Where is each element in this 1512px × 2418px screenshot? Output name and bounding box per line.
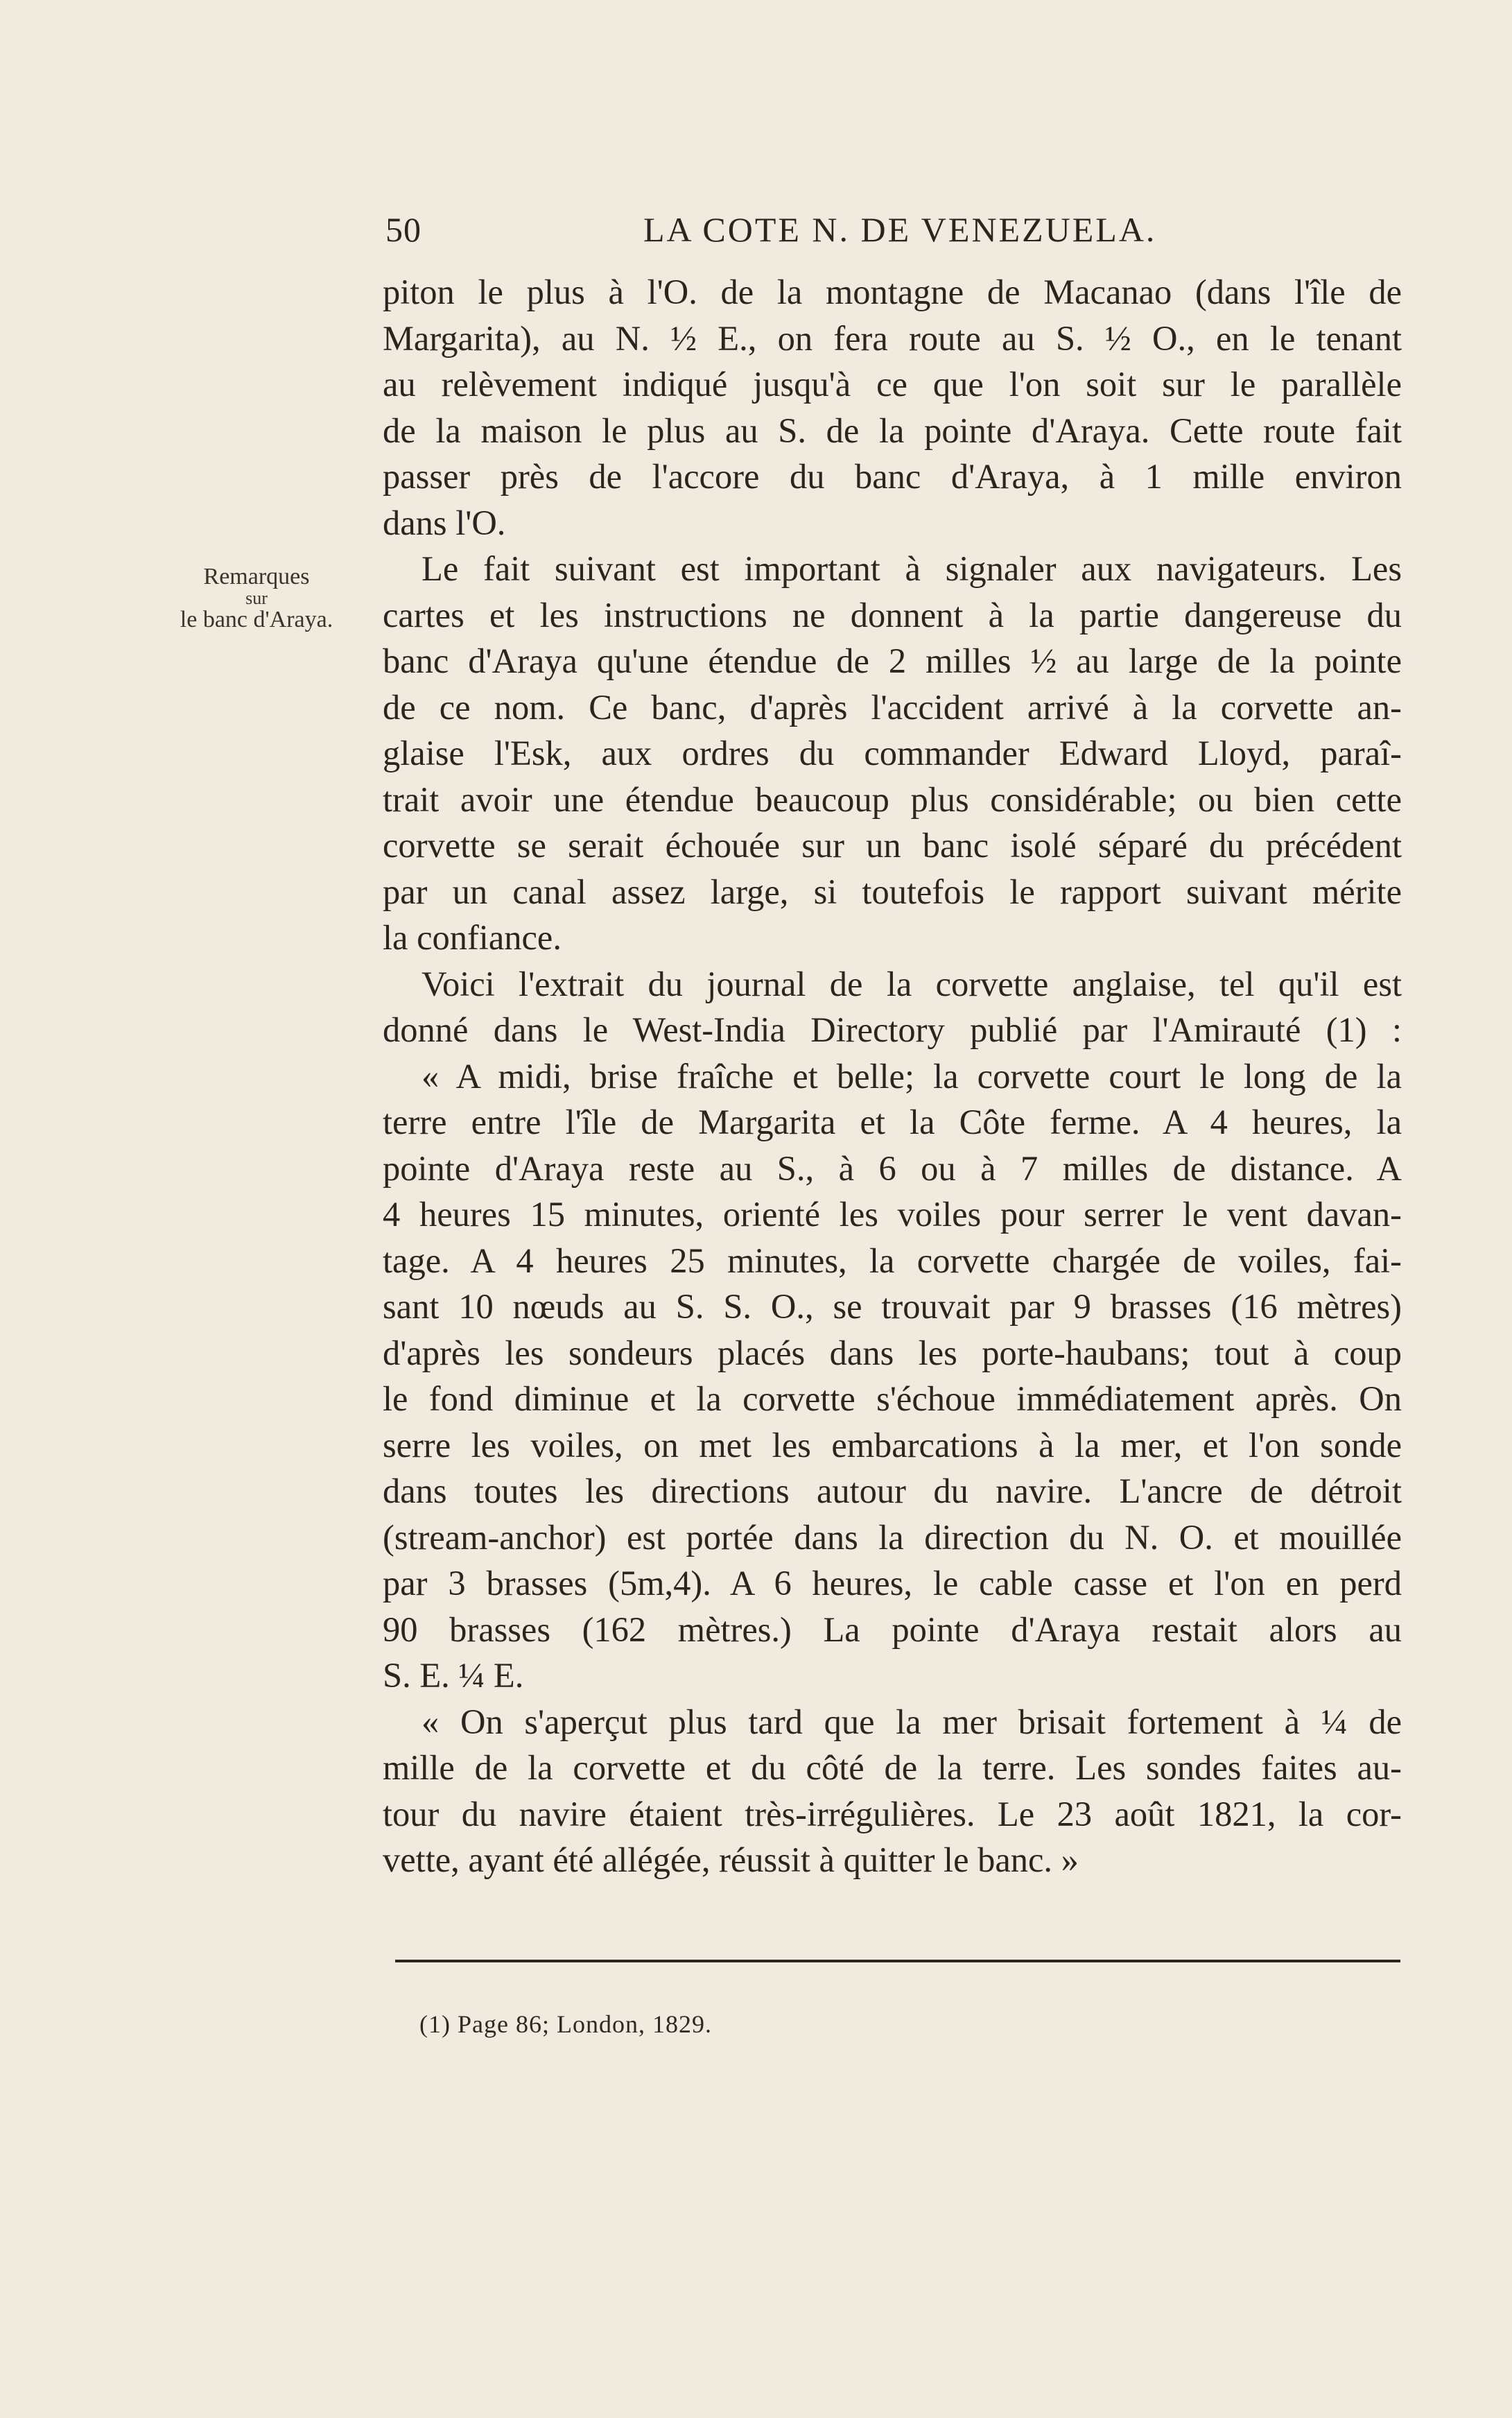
text-line: donné dans le West-India Directory publié par l'Amirauté (1) : — [383, 1010, 1402, 1049]
text-line: Margarita), au N. ½ E., on fera route au S. ½ O., en le tenant — [383, 318, 1402, 358]
text-line: par un canal assez large, si toutefois le rapport suivant mérite — [383, 872, 1402, 911]
text-line: de la maison le plus au S. de la pointe d'Araya. Cette route fait — [383, 411, 1402, 450]
footnote-rule — [395, 1960, 1400, 1962]
text-line: pointe d'Araya reste au S., à 6 ou à 7 milles de distance. A — [383, 1148, 1402, 1188]
text-line: le fond diminue et la corvette s'échoue immédiatement après. On — [383, 1379, 1402, 1418]
text-line: dans l'O. — [383, 503, 506, 542]
margin-note-line: Remarques — [203, 564, 310, 589]
text-line: 90 brasses (162 mètres.) La pointe d'Araya restait alors au — [383, 1609, 1402, 1649]
text-line: passer près de l'accore du banc d'Araya, à 1 mille environ — [383, 457, 1402, 496]
text-line: « On s'aperçut plus tard que la mer brisait fortement à ¼ de — [422, 1702, 1402, 1741]
text-line: Le fait suivant est important à signaler aux navigateurs. Les — [422, 549, 1402, 588]
text-line: banc d'Araya qu'une étendue de 2 milles ½ au large de la pointe — [383, 641, 1402, 680]
text-line: corvette se serait échouée sur un banc isolé séparé du précédent — [383, 826, 1402, 865]
footnote: (1) Page 86; London, 1829. — [419, 2010, 712, 2038]
text-line: serre les voiles, on met les embarcations à la mer, et l'on sonde — [383, 1425, 1402, 1465]
text-line: par 3 brasses (5m,4). A 6 heures, le cable casse et l'on en perd — [383, 1564, 1402, 1603]
text-line: dans toutes les directions autour du navire. L'ancre de détroit — [383, 1471, 1402, 1510]
text-line: vette, ayant été allégée, réussit à quitter le banc. » — [383, 1840, 1079, 1879]
page-number: 50 — [385, 210, 422, 249]
text-line: de ce nom. Ce banc, d'après l'accident arrivé à la corvette an- — [383, 687, 1402, 727]
text-line: sant 10 nœuds au S. S. O., se trouvait par 9 brasses (16 mètres) — [383, 1287, 1402, 1326]
text-line: mille de la corvette et du côté de la terre. Les sondes faites au- — [383, 1748, 1402, 1787]
margin-note-line: sur — [245, 588, 268, 608]
text-line: cartes et les instructions ne donnent à la partie dangereuse du — [383, 595, 1402, 634]
running-head: LA COTE N. DE VENEZUELA. — [643, 210, 1157, 249]
text-line: tour du navire étaient très-irrégulières. Le 23 août 1821, la cor- — [383, 1794, 1402, 1833]
text-line: 4 heures 15 minutes, orienté les voiles pour serrer le vent davan- — [383, 1195, 1402, 1234]
body-text — [383, 269, 1402, 1883]
text-line: d'après les sondeurs placés dans les porte-haubans; tout à coup — [383, 1333, 1402, 1372]
text-line: piton le plus à l'O. de la montagne de Macanao (dans l'île de — [383, 273, 1402, 311]
text-line: « A midi, brise fraîche et belle; la corvette court le long de la — [422, 1056, 1402, 1096]
text-line: S. E. ¼ E. — [383, 1656, 524, 1695]
text-line: au relèvement indiqué jusqu'à ce que l'on soit sur le parallèle — [383, 365, 1402, 404]
text-line: trait avoir une étendue beaucoup plus considérable; ou bien cette — [383, 779, 1402, 819]
text-line: terre entre l'île de Margarita et la Côte ferme. A 4 heures, la — [383, 1103, 1402, 1141]
text-line: (stream-anchor) est portée dans la direction du N. O. et mouillée — [383, 1517, 1402, 1557]
margin-note-line: le banc d'Araya. — [180, 607, 333, 632]
page-header — [380, 201, 1406, 264]
text-line: tage. A 4 heures 25 minutes, la corvette chargée de voiles, fai- — [383, 1241, 1402, 1280]
margin-note — [156, 565, 357, 632]
text-line: Voici l'extrait du journal de la corvette anglaise, tel qu'il est — [422, 964, 1402, 1003]
text-line: glaise l'Esk, aux ordres du commander Edward Lloyd, paraî- — [383, 734, 1402, 772]
text-line: la confiance. — [383, 918, 562, 957]
